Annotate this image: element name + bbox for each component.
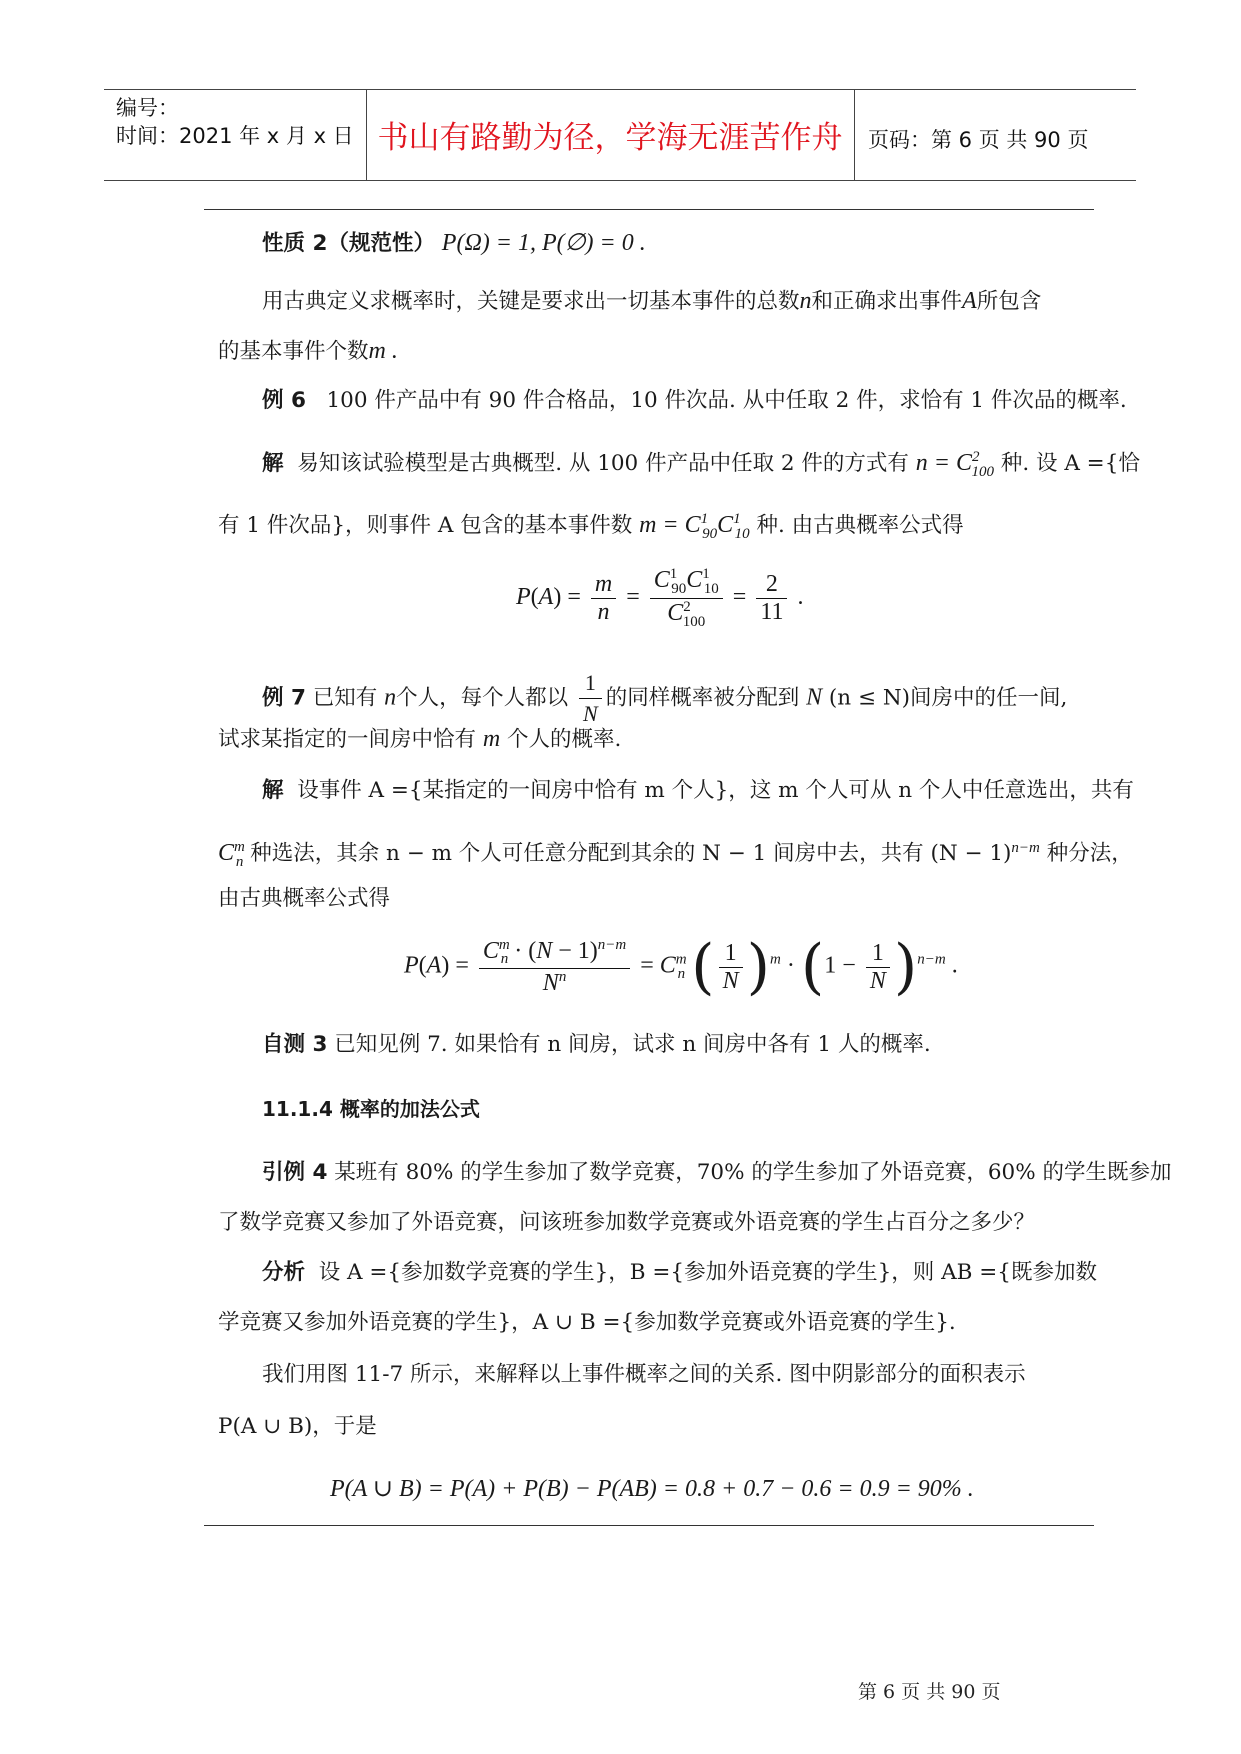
var-N: N (806, 684, 823, 711)
fraction: $\frac{1}{N}$ (719, 940, 743, 995)
formula-m-c: $m = C^1_{90}C^1_{10}$ (639, 511, 750, 542)
property-2 (262, 228, 1132, 259)
text-span: 有 1 件次品}，则事件 A 包含的基本事件数 (218, 513, 633, 538)
exponent-n-m: n−m (1011, 839, 1040, 856)
text-span: 的基本事件个数 (218, 339, 369, 364)
self-test-3 (262, 1030, 1132, 1060)
text-span: 设 A ={参加数学竞赛的学生}，B ={参加外语竞赛的学生}，则 AB ={既参加数 (318, 1260, 1097, 1285)
text-span: 易知该试验模型是古典概型. 从 100 件产品中任取 2 件的方式有 (297, 451, 909, 476)
property-2-formula: P(Ω) = 1, P(∅) = 0 . (441, 230, 646, 256)
text-span: 了数学竞赛又参加了外语竞赛，问该班参加数学竞赛或外语竞赛的学生占百分之多少？ (218, 1210, 1036, 1235)
page-code: 页码：第 6 页 共 90 页 (868, 128, 1089, 152)
solution-2-line-3 (218, 884, 1088, 914)
text-span: 学竞赛又参加外语竞赛的学生}，A ∪ B ={参加数学竞赛或外语竞赛的学生}. (218, 1310, 956, 1335)
self-test-text: 已知见例 7. 如果恰有 n 间房，试求 n 间房中各有 1 人的概率. (334, 1032, 931, 1057)
self-test-label: 自测 3 (262, 1032, 328, 1057)
text-span: 我们用图 11-7 所示，来解释以上事件概率之间的关系. 图中阴影部分的面积表示 (262, 1362, 1026, 1387)
content-top-rule (204, 209, 1094, 210)
header-top-rule (104, 89, 1136, 90)
text-span: 个人，每个人都以 (396, 685, 569, 711)
fraction: $\frac{2}{11}$ (756, 571, 787, 626)
formula-pa-rooms: P(A) = $\frac{C^m_n \cdot (N - 1)^{n-m}}{N^n}$ = $C^m_n$ ( $\frac{1}{N}$ )$^m$ · (1 − $\frac{1}{N}$ )$^{n-m}$ . (404, 932, 958, 1002)
intro-example-label: 引例 4 (262, 1160, 328, 1185)
solution-1-line-1 (262, 442, 1140, 487)
header-bottom-rule (104, 180, 1136, 181)
var-n: n (799, 288, 812, 314)
fraction-1-over-n: $\frac{1}{N}$ (579, 668, 602, 729)
text-span: 种. 设 A ={恰 (1000, 451, 1140, 476)
content-bottom-rule (204, 1525, 1094, 1526)
example-6-label: 例 6 (262, 388, 306, 413)
text-span: 试求某指定的一间房中恰有 (218, 727, 477, 752)
property-2-label: 性质 2（规范性） (262, 231, 435, 256)
text-span: 的同样概率被分配到 (605, 685, 800, 711)
intro-example-line-1 (262, 1158, 1172, 1188)
var-A: A (962, 288, 977, 314)
text-span: 个人的概率. (507, 727, 622, 752)
text-span: 种. 由古典概率公式得 (756, 513, 964, 538)
text-span: 种选法，其余 n − m 个人可任意分配到其余的 N − 1 间房中去，共有 (N − 1) (250, 841, 1012, 866)
section-title: 11.1.4 概率的加法公式 (262, 1097, 480, 1121)
analysis-label: 分析 (262, 1260, 306, 1285)
serial-label: 编号： (116, 96, 179, 120)
formula-n-c: $n = C^2_{100}$ (915, 449, 994, 480)
final-formula: P(A ∪ B) = P(A) + P(B) − P(AB) = 0.8 + 0.7 − 0.6 = 0.9 = 90% . (330, 1476, 974, 1502)
var-m: m (482, 726, 501, 752)
text-span: P(A ∪ B)，于是 (218, 1414, 377, 1439)
text-span: 设事件 A ={某指定的一间房中恰有 m 个人}，这 m 个人可从 n 个人中任意选出，共有 (297, 778, 1134, 803)
formula-c-n-m: $C^m_n$ (218, 839, 245, 870)
fraction: $\frac{1}{N}$ (866, 940, 890, 995)
solution-1-line-2 (218, 504, 1088, 549)
fraction: $\frac{C^1_{90}C^1_{10}}{C^2_{100}}$ (650, 566, 723, 631)
example-7-line-1 (262, 668, 1132, 729)
example-7-line-2 (218, 724, 1088, 755)
text-span: 已知有 (312, 685, 378, 711)
fraction: $\frac{C^m_n \cdot (N - 1)^{n-m}}{N^n}$ (479, 937, 630, 998)
intro-example-line-2 (218, 1208, 1088, 1238)
text-span: (n ≤ N)间房中的任一间, (828, 685, 1068, 711)
text-span: 某班有 80% 的学生参加了数学竞赛，70% 的学生参加了外语竞赛，60% 的学生既参加 (334, 1160, 1172, 1185)
var-n: n (384, 684, 397, 711)
analysis-line-1 (262, 1258, 1132, 1288)
solution-2-label: 解 (262, 778, 284, 803)
formula-pa-classical: P(A) = $\frac{m}{n}$ = $\frac{C^1_{90}C^1_{10}}{C^2_{100}}$ = $\frac{2}{11}$ . (516, 566, 804, 630)
page-footer: 第 6 页 共 90 页 (858, 1681, 1001, 1703)
time-label: 时间：2021 年 x 月 x 日 (116, 124, 354, 148)
paragraph-line (218, 336, 1088, 367)
example-7-label: 例 7 (262, 685, 306, 711)
solution-2-line-2 (218, 832, 1133, 877)
solution-2-line-1 (262, 776, 1132, 806)
solution-1-label: 解 (262, 451, 284, 476)
header-divider-right (854, 89, 855, 181)
text-span: 和正确求出事件 (811, 289, 963, 314)
var-m: m . (368, 338, 398, 364)
figure-line-1 (262, 1360, 1132, 1390)
figure-line-2 (218, 1412, 1088, 1442)
example-6-text: 100 件产品中有 90 件合格品，10 件次品. 从中任取 2 件，求恰有 1 件次品的概率. (326, 388, 1127, 413)
text-span: 由古典概率公式得 (218, 886, 391, 911)
example-6 (262, 386, 1132, 416)
analysis-line-2 (218, 1308, 1088, 1338)
motto: 书山有路勤为径，学海无涯苦作舟 (377, 120, 843, 156)
fraction: $\frac{m}{n}$ (591, 571, 616, 626)
text-span: 所包含 (976, 289, 1042, 314)
text-span: 种分法， (1046, 841, 1133, 866)
text-span: 用古典定义求概率时，关键是要求出一切基本事件的总数 (262, 289, 800, 314)
paragraph-line (262, 286, 1132, 317)
